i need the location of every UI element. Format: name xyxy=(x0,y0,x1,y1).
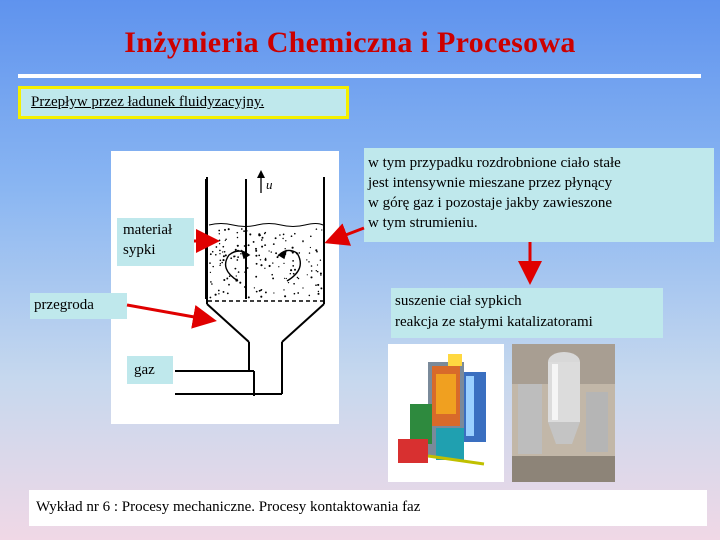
description-line-1: w tym przypadku rozdrobnione ciało stałe xyxy=(368,155,621,171)
footer-text: Wykład nr 6 : Procesy mechaniczne. Procesy kontaktowania faz xyxy=(36,499,421,515)
material-label-line-2: sypki xyxy=(123,242,156,258)
partition-arrow xyxy=(127,305,211,320)
footer-bar xyxy=(29,490,707,526)
velocity-symbol: u xyxy=(266,177,273,192)
description-arrow xyxy=(330,228,364,241)
description-line-4: w tym strumieniu. xyxy=(368,215,478,231)
description-line-3: w górę gaz i pozostaje jakby zawieszone xyxy=(368,195,613,211)
application-catalysis: reakcja ze stałymi katalizatorami xyxy=(395,314,593,330)
gas-label: gaz xyxy=(127,356,173,384)
subtitle-text: Przepływ przez ładunek fluidyzacyjny. xyxy=(31,94,265,110)
description-line-2: jest intensywnie mieszane przez płynący xyxy=(368,175,613,191)
application-drying: suszenie ciał sypkich xyxy=(395,293,522,309)
partition-label: przegroda xyxy=(30,293,127,319)
slide-title: Inżynieria Chemiczna i Procesowa xyxy=(124,26,576,59)
material-label-line-1: materiał xyxy=(123,222,173,238)
